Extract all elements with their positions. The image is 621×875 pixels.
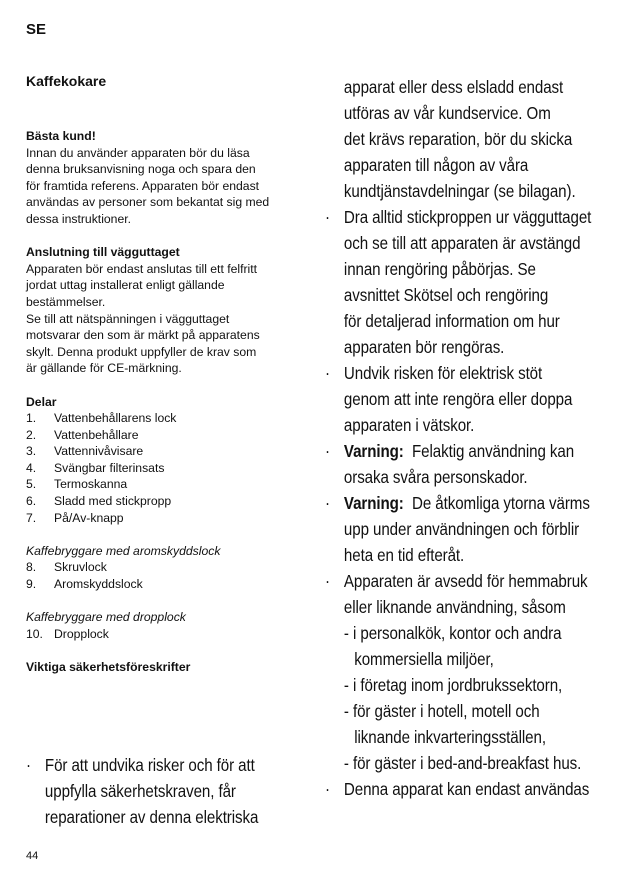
- list-item: 6. Sladd med stickpropp: [26, 494, 172, 509]
- connection-line: motsvarar den som är märkt på apparatens: [26, 328, 260, 343]
- warning-label: Varning:: [343, 441, 404, 461]
- list-item: 3. Vattennivåvisare: [26, 444, 144, 459]
- shock-bullet: · Undvik risken för elektrisk stöt: [325, 363, 543, 383]
- connection-line: är gällande för CE-märkning.: [26, 361, 182, 376]
- connection-line: Se till att nätspänningen i vägguttaget: [26, 311, 230, 326]
- page-number: 44: [26, 850, 39, 862]
- page-title: Kaffekokare: [26, 73, 107, 89]
- safety-repair-bullet: · För att undvika risker och för att uppfylla säkerhetskraven, får reparationer av denna elektriska: [26, 752, 258, 830]
- warning-label: Varning:: [343, 493, 404, 513]
- connection-heading: Anslutning till vägguttaget: [26, 245, 180, 260]
- connection-line: jordat uttag installerat enligt gällande: [26, 278, 225, 293]
- right-column: apparat eller dess elsladd endast utföras av vår kundservice. Om det krävs reparation, bör du skicka apparaten till någon av våra kundtjänstavdelningar (se bilagan). · Dra alltid stickproppen ur vägguttaget och se till att apparaten är avstängd innan rengöring påbörjas. Se avsnittet Skötsel och rengöring för detaljerad information om hur apparaten bör rengöras. · Undvik risken för elektrisk stöt genom att inte rengöra eller doppa apparaten i vätskor. · Varning: Felaktig användning kan orsaka svåra personskador. · Varning: De åtkomliga ytorna värms upp under användningen och förblir heta en tid efteråt. · Apparaten är avsedd för hemmabruk eller liknande användning, såsom - i personalkök, kontor och andra kommersiella miljöer, - i företag inom jordbrukssektorn, - för gäster i hotell, motell och liknande inkvarteringsställen, - för gäster i bed-and-breakfast hus. · Denna apparat kan endast användas: [325, 74, 591, 802]
- intro-line: dessa instruktioner.: [26, 211, 132, 226]
- list-item: 1. Vattenbehållarens lock: [26, 411, 177, 426]
- parts-list: [26, 410, 326, 526]
- connection-line: skylt. Denna produkt uppfyller de krav som: [26, 344, 257, 359]
- bullet-dot: ·: [26, 755, 31, 775]
- intro-line: Innan du använder apparaten bör du läsa: [26, 145, 250, 160]
- parts-heading: Delar: [26, 394, 57, 409]
- language-code: SE: [26, 21, 47, 38]
- intro-line: användas av personer som bekantat sig med: [26, 195, 270, 210]
- warning-bullet-1: · Varning: Felaktig användning kan: [325, 441, 575, 461]
- list-item: 5. Termoskanna: [26, 477, 128, 492]
- last-bullet: · Denna apparat kan endast användas: [325, 779, 590, 799]
- intro-heading: Bästa kund!: [26, 129, 96, 143]
- list-item: 2. Vattenbehållare: [26, 427, 139, 442]
- intro-line: för framtida referens. Apparaten bör endast: [26, 178, 260, 193]
- list-item: 8. Skruvlock: [26, 560, 107, 575]
- list-item: 10. Dropplock: [26, 626, 109, 641]
- connection-line: bestämmelser.: [26, 294, 106, 309]
- left-column: [26, 128, 326, 676]
- aroma-subheading: Kaffebryggare med aromskyddslock: [26, 543, 221, 558]
- intro-line: denna bruksanvisning noga och spara den: [26, 162, 256, 177]
- connection-line: Apparaten bör endast anslutas till ett felfritt: [26, 261, 258, 276]
- safety-heading: Viktiga säkerhetsföreskrifter: [26, 660, 191, 674]
- drip-parts-list: [26, 626, 326, 643]
- list-item: 9. Aromskyddslock: [26, 577, 143, 592]
- aroma-parts-list: [26, 559, 326, 592]
- unplug-bullet: · Dra alltid stickproppen ur vägguttaget: [325, 207, 592, 227]
- list-item: 7. På/Av-knapp: [26, 510, 124, 525]
- warning-bullet-2: · Varning: De åtkomliga ytorna värms: [325, 493, 590, 513]
- household-bullet: · Apparaten är avsedd för hemmabruk: [325, 571, 588, 591]
- list-item: 4. Svängbar filterinsats: [26, 460, 165, 475]
- drip-subheading: Kaffebryggare med dropplock: [26, 610, 186, 625]
